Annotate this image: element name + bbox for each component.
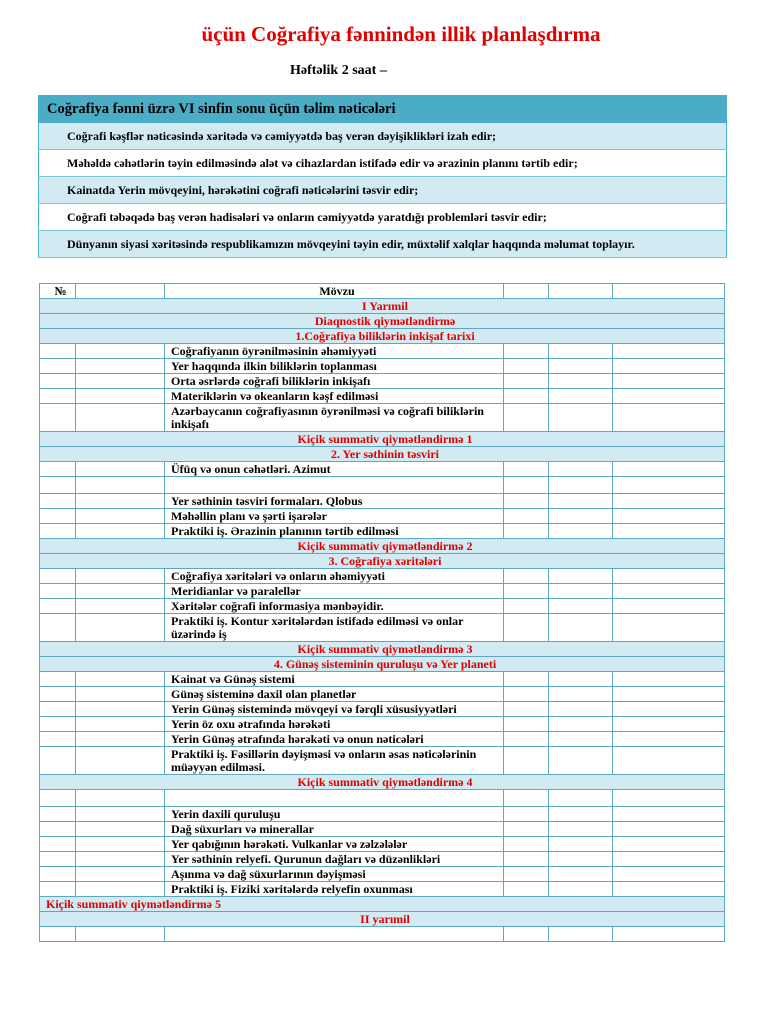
section-row	[40, 447, 725, 462]
empty-cell	[613, 614, 725, 642]
topic-row	[40, 599, 725, 614]
topic-row	[40, 389, 725, 404]
empty-cell	[76, 477, 165, 494]
empty-cell	[76, 569, 165, 584]
empty-cell	[76, 927, 165, 942]
topic-cell: Praktiki iş. Fəsillərin dəyişməsi və onların əsas nəticələrinin müəyyən edilməsi.	[165, 747, 504, 775]
empty-cell	[549, 837, 613, 852]
empty-cell	[76, 747, 165, 775]
section-row	[40, 554, 725, 569]
empty-cell	[549, 807, 613, 822]
topic-cell: Yer səthinin relyefi. Qurunun dağları və düzənlikləri	[165, 852, 504, 867]
section-row	[40, 299, 725, 314]
empty-cell	[40, 599, 76, 614]
empty-cell	[40, 462, 76, 477]
topic-cell: Dağ süxurları və minerallar	[165, 822, 504, 837]
empty-cell	[504, 569, 549, 584]
topic-cell: Praktiki iş. Fiziki xəritələrdə relyefin oxunması	[165, 882, 504, 897]
empty-cell	[76, 599, 165, 614]
empty-cell	[76, 614, 165, 642]
outcome-text: Kainatda Yerin mövqeyini, hərəkətini coğrafi nəticələrini təsvir edir;	[39, 177, 727, 204]
topic-cell: Meridianlar və paralellər	[165, 584, 504, 599]
empty-cell	[76, 807, 165, 822]
section-row	[40, 432, 725, 447]
empty-cell	[504, 717, 549, 732]
empty-cell	[549, 284, 613, 299]
empty-cell	[504, 822, 549, 837]
topic-row	[40, 494, 725, 509]
empty-cell	[40, 477, 76, 494]
empty-cell	[549, 569, 613, 584]
empty-cell	[76, 717, 165, 732]
empty-cell	[504, 494, 549, 509]
empty-cell	[40, 509, 76, 524]
topic-cell: Yer haqqında ilkin biliklərin toplanması	[165, 359, 504, 374]
empty-cell	[76, 284, 165, 299]
topic-cell: Coğrafiyanın öyrənilməsinin əhəmiyyəti	[165, 344, 504, 359]
topic-cell: Azərbaycanın coğrafiyasının öyrənilməsi və coğrafi biliklərin inkişafı	[165, 404, 504, 432]
outcome-row	[39, 123, 727, 150]
section-row	[40, 657, 725, 672]
section-title: Kiçik summativ qiymətləndirmə 2	[40, 539, 725, 554]
outcome-row	[39, 231, 727, 258]
empty-cell	[613, 702, 725, 717]
empty-cell	[613, 344, 725, 359]
empty-cell	[40, 732, 76, 747]
section-title: 3. Coğrafiya xəritələri	[40, 554, 725, 569]
empty-cell	[504, 807, 549, 822]
topic-row	[40, 717, 725, 732]
empty-cell	[549, 732, 613, 747]
empty-cell	[76, 702, 165, 717]
empty-cell	[76, 867, 165, 882]
empty-cell	[504, 672, 549, 687]
empty-cell	[40, 374, 76, 389]
topic-cell	[165, 927, 504, 942]
empty-cell	[40, 747, 76, 775]
empty-cell	[613, 569, 725, 584]
empty-cell	[504, 702, 549, 717]
empty-cell	[549, 927, 613, 942]
empty-cell	[613, 837, 725, 852]
plan-header-row	[40, 284, 725, 299]
empty-cell	[40, 584, 76, 599]
topic-cell: Məhəllin planı və şərti işarələr	[165, 509, 504, 524]
empty-cell	[613, 790, 725, 807]
empty-cell	[76, 359, 165, 374]
topic-row	[40, 747, 725, 775]
empty-cell	[613, 584, 725, 599]
section-row	[40, 642, 725, 657]
empty-cell	[504, 509, 549, 524]
topic-row	[40, 584, 725, 599]
section-title: II yarımil	[40, 912, 725, 927]
topic-cell: Yerin öz oxu ətrafında hərəkəti	[165, 717, 504, 732]
empty-cell	[549, 717, 613, 732]
empty-cell	[76, 374, 165, 389]
empty-cell	[613, 284, 725, 299]
topic-cell: Praktiki iş. Ərazinin planının tərtib edilməsi	[165, 524, 504, 539]
section-row	[40, 314, 725, 329]
topic-row	[40, 462, 725, 477]
empty-cell	[76, 584, 165, 599]
topic-cell: Yer səthinin təsviri formaları. Qlobus	[165, 494, 504, 509]
section-row	[40, 912, 725, 927]
section-row	[40, 539, 725, 554]
topic-cell: Materiklərin və okeanların kəşf edilməsi	[165, 389, 504, 404]
section-title: Kiçik summativ qiymətləndirmə 5	[40, 897, 725, 912]
topic-cell: Yer qabığının hərəkəti. Vulkanlar və zəlzələlər	[165, 837, 504, 852]
empty-cell	[76, 462, 165, 477]
topic-row	[40, 807, 725, 822]
empty-cell	[504, 344, 549, 359]
empty-cell	[76, 822, 165, 837]
empty-cell	[613, 374, 725, 389]
topic-cell: Yerin daxili quruluşu	[165, 807, 504, 822]
outcome-text: Məhəldə cəhətlərin təyin edilməsində alət və cihazlardan istifadə edir və ərazinin planını tərtib edir;	[39, 150, 727, 177]
empty-cell	[549, 790, 613, 807]
topic-row	[40, 569, 725, 584]
empty-cell	[504, 852, 549, 867]
empty-cell	[549, 389, 613, 404]
empty-cell	[549, 747, 613, 775]
empty-cell	[504, 927, 549, 942]
empty-cell	[504, 524, 549, 539]
empty-cell	[40, 852, 76, 867]
empty-cell	[613, 599, 725, 614]
empty-cell	[76, 882, 165, 897]
empty-cell	[504, 747, 549, 775]
empty-cell	[504, 687, 549, 702]
section-title: Kiçik summativ qiymətləndirmə 3	[40, 642, 725, 657]
empty-cell	[549, 584, 613, 599]
empty-cell	[613, 882, 725, 897]
empty-cell	[40, 822, 76, 837]
outcome-text: Coğrafi təbəqədə baş verən hadisələri və onların cəmiyyətdə yaratdığı problemləri təsvir edir;	[39, 204, 727, 231]
section-title: 2. Yer səthinin təsviri	[40, 447, 725, 462]
empty-cell	[613, 687, 725, 702]
empty-cell	[504, 462, 549, 477]
empty-cell	[549, 359, 613, 374]
weekly-hours: Həftəlik 2 saat –	[290, 63, 387, 78]
empty-cell	[40, 687, 76, 702]
section-row	[40, 897, 725, 912]
empty-cell	[613, 747, 725, 775]
empty-cell	[40, 837, 76, 852]
topic-row	[40, 614, 725, 642]
empty-cell	[504, 837, 549, 852]
number-header: №	[40, 284, 76, 299]
empty-cell	[549, 852, 613, 867]
empty-cell	[504, 404, 549, 432]
empty-cell	[76, 687, 165, 702]
empty-cell	[504, 599, 549, 614]
empty-cell	[613, 822, 725, 837]
topic-cell: Yerin Günəş sistemində mövqeyi və fərqli xüsusiyyətləri	[165, 702, 504, 717]
empty-cell	[613, 852, 725, 867]
empty-cell	[549, 672, 613, 687]
empty-cell	[40, 494, 76, 509]
empty-cell	[76, 404, 165, 432]
empty-cell	[613, 524, 725, 539]
topic-row	[40, 837, 725, 852]
empty-cell	[549, 822, 613, 837]
empty-cell	[76, 732, 165, 747]
empty-cell	[613, 477, 725, 494]
topic-row	[40, 702, 725, 717]
learning-outcomes-table	[38, 95, 727, 258]
empty-cell	[40, 717, 76, 732]
section-title: Kiçik summativ qiymətləndirmə 4	[40, 775, 725, 790]
section-row	[40, 329, 725, 344]
empty-cell	[549, 882, 613, 897]
empty-cell	[504, 584, 549, 599]
outcome-text: Coğrafi kəşflər nəticəsində xəritədə və cəmiyyətdə baş verən dəyişiklikləri izah edir;	[39, 123, 727, 150]
empty-cell	[76, 837, 165, 852]
empty-cell	[76, 509, 165, 524]
section-title: Kiçik summativ qiymətləndirmə 1	[40, 432, 725, 447]
empty-cell	[613, 927, 725, 942]
empty-cell	[504, 732, 549, 747]
topic-cell: Praktiki iş. Kontur xəritələrdən istifadə edilməsi və onlar üzərində iş	[165, 614, 504, 642]
empty-cell	[40, 344, 76, 359]
topic-row	[40, 882, 725, 897]
empty-cell	[76, 524, 165, 539]
empty-cell	[549, 867, 613, 882]
topic-row	[40, 687, 725, 702]
topic-row	[40, 509, 725, 524]
empty-cell	[504, 374, 549, 389]
empty-cell	[613, 494, 725, 509]
topic-cell	[165, 477, 504, 494]
section-row	[40, 775, 725, 790]
empty-cell	[549, 462, 613, 477]
topic-row	[40, 524, 725, 539]
topic-cell: Xəritələr coğrafi informasiya mənbəyidir.	[165, 599, 504, 614]
empty-cell	[76, 389, 165, 404]
outcome-row	[39, 177, 727, 204]
empty-cell	[40, 524, 76, 539]
empty-cell	[613, 717, 725, 732]
topic-row	[40, 672, 725, 687]
empty-cell	[613, 672, 725, 687]
topic-row	[40, 867, 725, 882]
empty-cell	[40, 404, 76, 432]
empty-cell	[504, 477, 549, 494]
empty-cell	[549, 599, 613, 614]
empty-cell	[40, 867, 76, 882]
empty-cell	[504, 882, 549, 897]
section-title: 1.Coğrafiya biliklərin inkişaf tarixi	[40, 329, 725, 344]
empty-cell	[504, 614, 549, 642]
empty-cell	[76, 790, 165, 807]
empty-cell	[40, 672, 76, 687]
section-title: I Yarımil	[40, 299, 725, 314]
empty-cell	[504, 284, 549, 299]
empty-cell	[40, 614, 76, 642]
empty-cell	[549, 614, 613, 642]
empty-cell	[613, 807, 725, 822]
empty-cell	[40, 702, 76, 717]
empty-cell	[549, 509, 613, 524]
empty-cell	[613, 867, 725, 882]
empty-cell	[504, 359, 549, 374]
empty-cell	[549, 344, 613, 359]
empty-cell	[549, 404, 613, 432]
empty-cell	[613, 389, 725, 404]
empty-cell	[549, 687, 613, 702]
topic-row	[40, 852, 725, 867]
empty-cell	[613, 359, 725, 374]
topic-header: Mövzu	[165, 284, 504, 299]
topic-row	[40, 790, 725, 807]
empty-cell	[40, 807, 76, 822]
section-title: 4. Günəş sisteminin quruluşu və Yer planeti	[40, 657, 725, 672]
outcome-row	[39, 150, 727, 177]
empty-cell	[40, 882, 76, 897]
topic-cell: Orta əsrlərdə coğrafi biliklərin inkişafı	[165, 374, 504, 389]
empty-cell	[613, 509, 725, 524]
topic-cell: Üfüq və onun cəhətləri. Azimut	[165, 462, 504, 477]
empty-cell	[613, 462, 725, 477]
section-title: Diaqnostik qiymətləndirmə	[40, 314, 725, 329]
topic-row	[40, 927, 725, 942]
topic-row	[40, 822, 725, 837]
empty-cell	[76, 852, 165, 867]
empty-cell	[504, 867, 549, 882]
topic-row	[40, 732, 725, 747]
empty-cell	[40, 790, 76, 807]
empty-cell	[549, 524, 613, 539]
empty-cell	[504, 389, 549, 404]
empty-cell	[549, 477, 613, 494]
empty-cell	[549, 374, 613, 389]
outcome-text: Dünyanın siyasi xəritəsində respublikamızın mövqeyini təyin edir, müxtəlif xalqlar haqqında məlumat toplayır.	[39, 231, 727, 258]
topic-row	[40, 477, 725, 494]
empty-cell	[613, 732, 725, 747]
outcome-row	[39, 204, 727, 231]
empty-cell	[549, 494, 613, 509]
empty-cell	[40, 927, 76, 942]
empty-cell	[40, 569, 76, 584]
empty-cell	[40, 389, 76, 404]
outcomes-heading: Coğrafiya fənni üzrə VI sinfin sonu üçün təlim nəticələri	[39, 96, 727, 123]
topic-row	[40, 374, 725, 389]
empty-cell	[76, 344, 165, 359]
empty-cell	[76, 672, 165, 687]
topic-cell: Yerin Günəş ətrafında hərəkəti və onun nəticələri	[165, 732, 504, 747]
topic-row	[40, 404, 725, 432]
empty-cell	[504, 790, 549, 807]
empty-cell	[40, 359, 76, 374]
topic-cell: Aşınma və dağ süxurlarının dəyişməsi	[165, 867, 504, 882]
topic-cell: Günəş sisteminə daxil olan planetlər	[165, 687, 504, 702]
topic-cell: Coğrafiya xəritələri və onların əhəmiyyəti	[165, 569, 504, 584]
topic-cell	[165, 790, 504, 807]
topic-row	[40, 359, 725, 374]
annual-plan-table	[39, 283, 725, 942]
empty-cell	[549, 702, 613, 717]
topic-row	[40, 344, 725, 359]
empty-cell	[76, 494, 165, 509]
empty-cell	[613, 404, 725, 432]
page-title: üçün Coğrafiya fənnindən illik planlaşdırma	[201, 22, 601, 46]
topic-cell: Kainat və Günəş sistemi	[165, 672, 504, 687]
